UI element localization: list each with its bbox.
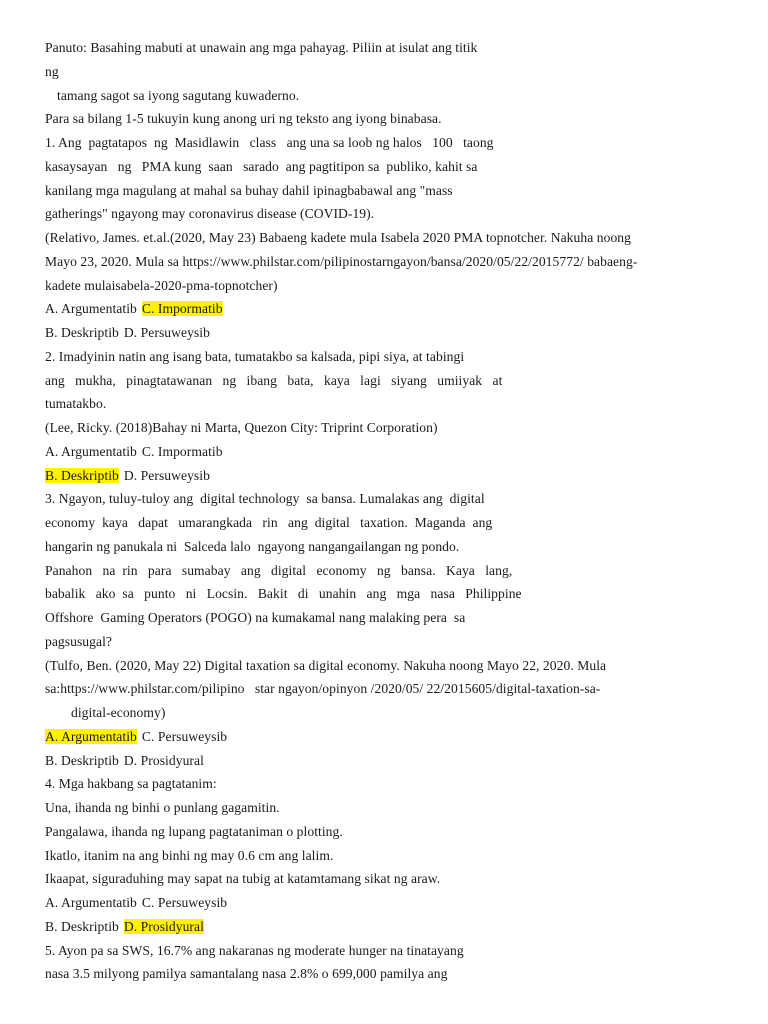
choice-b: B. Deskriptib (45, 918, 119, 934)
question-text: Una, ihanda ng binhi o punlang gagamitin. (45, 800, 280, 815)
choice-b-highlighted: B. Deskriptib (45, 467, 119, 483)
question-text: Panahon na rin para sumabay ang digital economy ng bansa. Kaya lang, (45, 562, 513, 578)
choice-a: A. Argumentatib (45, 301, 137, 317)
question-text: hangarin ng panukala ni Salceda lalo ngayong nangangailangan ng pondo. (45, 538, 460, 554)
citation-text: (Relativo, James. et.al.(2020, May 23) Babaeng kadete mula Isabela 2020 PMA topnotcher. Nakuha noong (45, 230, 631, 245)
instruction-line: tamang sagot sa iyong sagutang kuwaderno. (57, 87, 300, 103)
question-text: babalik ako sa punto ni Locsin. Bakit di unahin ang mga nasa Philippine (45, 586, 522, 602)
choices-row (45, 297, 725, 321)
citation-text: sa:https://www.philstar.com/pilipino star ngayon/opinyon /2020/05/ 22/2015605/digital-taxation-sa- (45, 681, 601, 697)
question-text: nasa 3.5 milyong pamilya samantalang nasa 2.8% o 699,000 pamilya ang (45, 966, 448, 982)
choice-b: B. Deskriptib (45, 325, 119, 340)
choices-row (45, 464, 725, 488)
question-text: kanilang mga magulang at mahal sa buhay dahil ipinagbabawal ang "mass (45, 182, 453, 198)
choice-c: C. Persuweysib (141, 895, 228, 910)
choice-d-highlighted: D. Prosidyural (123, 918, 204, 934)
question-text: ang mukha, pinagtatawanan ng ibang bata, kaya lagi siyang umiiyak at (45, 372, 503, 388)
choices-row (45, 891, 725, 915)
question-text: Ikaapat, siguraduhing may sapat na tubig at katamtamang sikat ng araw. (45, 871, 441, 887)
choices-row (45, 321, 725, 345)
choices-row (45, 725, 725, 749)
choice-a-highlighted: A. Argumentatib (45, 728, 137, 744)
question-text: Pangalawa, ihanda ng lupang pagtataniman o plotting. (45, 823, 343, 839)
question-text: Ikatlo, itanim na ang binhi ng may 0.6 cm ang lalim. (45, 847, 334, 863)
choice-c-highlighted: C. Impormatib (141, 301, 223, 317)
choice-a: A. Argumentatib (45, 895, 137, 910)
choice-d: D. Persuweysib (123, 467, 210, 483)
choices-row (45, 749, 725, 773)
choice-a: A. Argumentatib (45, 443, 137, 459)
citation-text: (Tulfo, Ben. (2020, May 22) Digital taxation sa digital economy. Nakuha noong Mayo 22, 2020. Mula (45, 657, 607, 673)
instruction-line: ng (45, 63, 59, 79)
question-text: economy kaya dapat umarangkada rin ang digital taxation. Maganda ang (45, 515, 493, 530)
question-text: 5. Ayon pa sa SWS, 16.7% ang nakaranas ng moderate hunger na tinatayang (45, 942, 464, 958)
citation-text: (Lee, Ricky. (2018)Bahay ni Marta, Quezon City: Triprint Corporation) (45, 420, 438, 435)
choice-d: D. Persuweysib (123, 325, 210, 340)
choices-row (45, 915, 725, 939)
document-body (45, 36, 725, 986)
question-text: 1. Ang pagtatapos ng Masidlawin class ang una sa loob ng halos 100 taong (45, 135, 494, 150)
citation-text: digital-economy) (71, 705, 166, 720)
question-text: kasaysayan ng PMA kung saan sarado ang pagtitipon sa publiko, kahit sa (45, 158, 478, 174)
choice-c: C. Impormatib (141, 443, 223, 459)
choices-row (45, 440, 725, 464)
instruction-line: Para sa bilang 1-5 tukuyin kung anong uri ng teksto ang iyong binabasa. (45, 111, 442, 127)
choice-d: D. Prosidyural (123, 752, 204, 768)
citation-text: Mayo 23, 2020. Mula sa https://www.philstar.com/pilipinostarngayon/bansa/2020/05/22/2015772/ babaeng- (45, 253, 638, 269)
question-text: gatherings" ngayong may coronavirus disease (COVID-19). (45, 206, 375, 222)
choice-b: B. Deskriptib (45, 752, 119, 768)
question-text: pagsusugal? (45, 633, 112, 649)
question-text: 3. Ngayon, tuluy-tuloy ang digital technology sa bansa. Lumalakas ang digital (45, 491, 485, 507)
question-text: 4. Mga hakbang sa pagtatanim: (45, 776, 217, 792)
choice-c: C. Persuweysib (141, 728, 228, 744)
question-text: Offshore Gaming Operators (POGO) na kumakamal nang malaking pera sa (45, 610, 466, 625)
question-text: 2. Imadyinin natin ang isang bata, tumatakbo sa kalsada, pipi siya, at tabingi (45, 348, 465, 364)
instruction-line: Panuto: Basahing mabuti at unawain ang mga pahayag. Piliin at isulat ang titik (45, 40, 478, 55)
question-text: tumatakbo. (45, 396, 107, 412)
citation-text: kadete mulaisabela-2020-pma-topnotcher) (45, 277, 278, 293)
